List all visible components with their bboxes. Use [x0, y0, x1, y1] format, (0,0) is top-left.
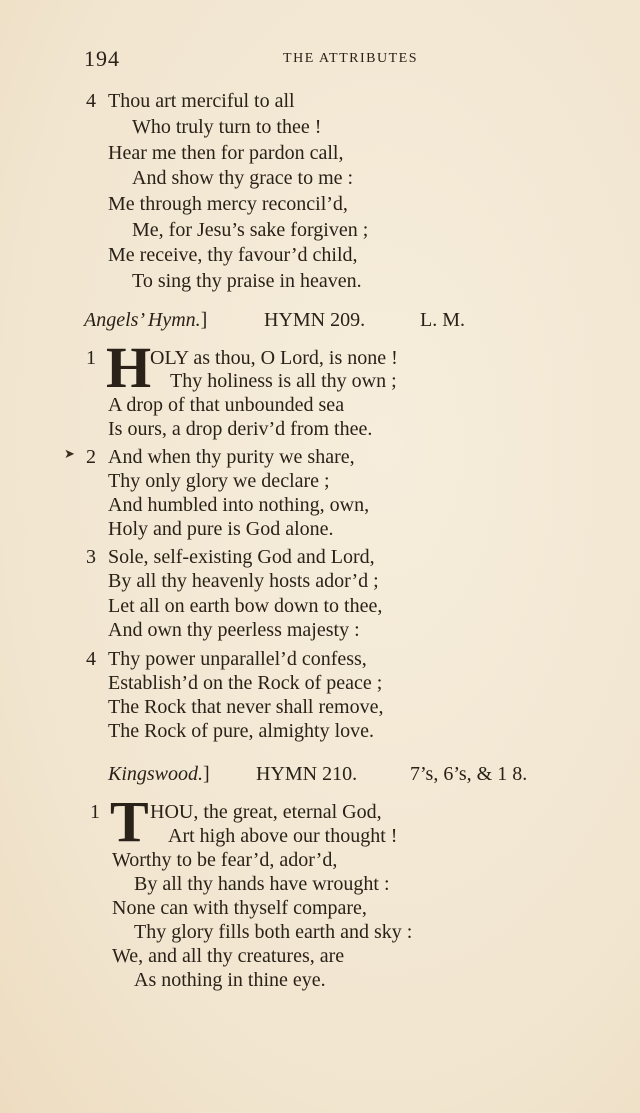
verse-line: Let all on earth bow down to thee, [108, 595, 383, 617]
verse-line: The Rock that never shall remove, [108, 696, 384, 718]
verse-number: 1 [90, 801, 100, 823]
verse-line: Me receive, thy favour’d child, [108, 244, 358, 266]
verse-line: To sing thy praise in heaven. [132, 270, 362, 292]
heading-bracket: ] [203, 763, 210, 785]
verse-line: By all thy hands have wrought : [134, 873, 390, 895]
running-head: THE ATTRIBUTES [283, 51, 418, 66]
verse-line: The Rock of pure, almighty love. [108, 720, 375, 742]
page-header [84, 46, 418, 76]
verse-line: Hear me then for pardon call, [108, 142, 344, 164]
drop-cap: H [106, 335, 152, 400]
verse-line: And humbled into nothing, own, [108, 494, 370, 516]
hymn-title: HYMN 210. [256, 763, 358, 785]
verse-line: Thou art merciful to all [108, 90, 295, 112]
heading-bracket: ] [200, 309, 208, 331]
page-number: 194 [84, 46, 120, 71]
verse-number: 4 [86, 648, 96, 670]
verse-line: Sole, self-existing God and Lord, [108, 546, 375, 568]
verse-line: HOU, the great, eternal God, [150, 801, 382, 823]
verse-line: Establish’d on the Rock of peace ; [108, 672, 383, 694]
tune-name: Kingswood. [108, 763, 204, 785]
verse-line: Thy power unparallel’d confess, [108, 648, 367, 670]
verse-line: Holy and pure is God alone. [108, 518, 334, 540]
verse-line: And own thy peerless majesty : [108, 619, 360, 641]
verse-line: Thy only glory we declare ; [108, 470, 330, 492]
verse-number: 1 [86, 347, 96, 369]
verse-line: Thy glory fills both earth and sky : [134, 921, 413, 943]
drop-cap: T [110, 789, 149, 854]
margin-mark-icon: ➤ [64, 447, 75, 462]
verse-line: And show thy grace to me : [132, 167, 354, 189]
verse-line: Me through mercy reconcil’d, [108, 193, 348, 215]
verse-line: Thy holiness is all thy own ; [170, 370, 397, 392]
hymn-heading [84, 308, 465, 332]
verse-line: As nothing in thine eye. [134, 969, 326, 991]
hymn-heading [108, 762, 528, 786]
tune-name: Angels’ Hymn. [84, 309, 201, 331]
verse-line: And when thy purity we share, [108, 446, 355, 468]
verse-line: Me, for Jesu’s sake forgiven ; [132, 219, 369, 241]
hymn-title: HYMN 209. [264, 309, 366, 331]
verse-number: 2 [86, 446, 96, 468]
verse-line: OLY as thou, O Lord, is none ! [150, 347, 398, 369]
verse-line: Art high above our thought ! [168, 825, 398, 847]
verse-line: Is ours, a drop deriv’d from thee. [108, 418, 373, 440]
hymn-meter: L. M. [420, 309, 465, 331]
verse-line: Who truly turn to thee ! [132, 116, 322, 138]
verse-number: 4 [86, 90, 96, 112]
verse-number: 3 [86, 546, 96, 568]
verse-line: Worthy to be fear’d, ador’d, [112, 849, 338, 871]
verse-line: A drop of that unbounded sea [108, 394, 345, 416]
verse-line: We, and all thy creatures, are [112, 945, 345, 967]
verse-line: None can with thyself compare, [112, 897, 367, 919]
hymn-meter: 7’s, 6’s, & 1 8. [410, 763, 528, 785]
verse-line: By all thy heavenly hosts ador’d ; [108, 570, 379, 592]
